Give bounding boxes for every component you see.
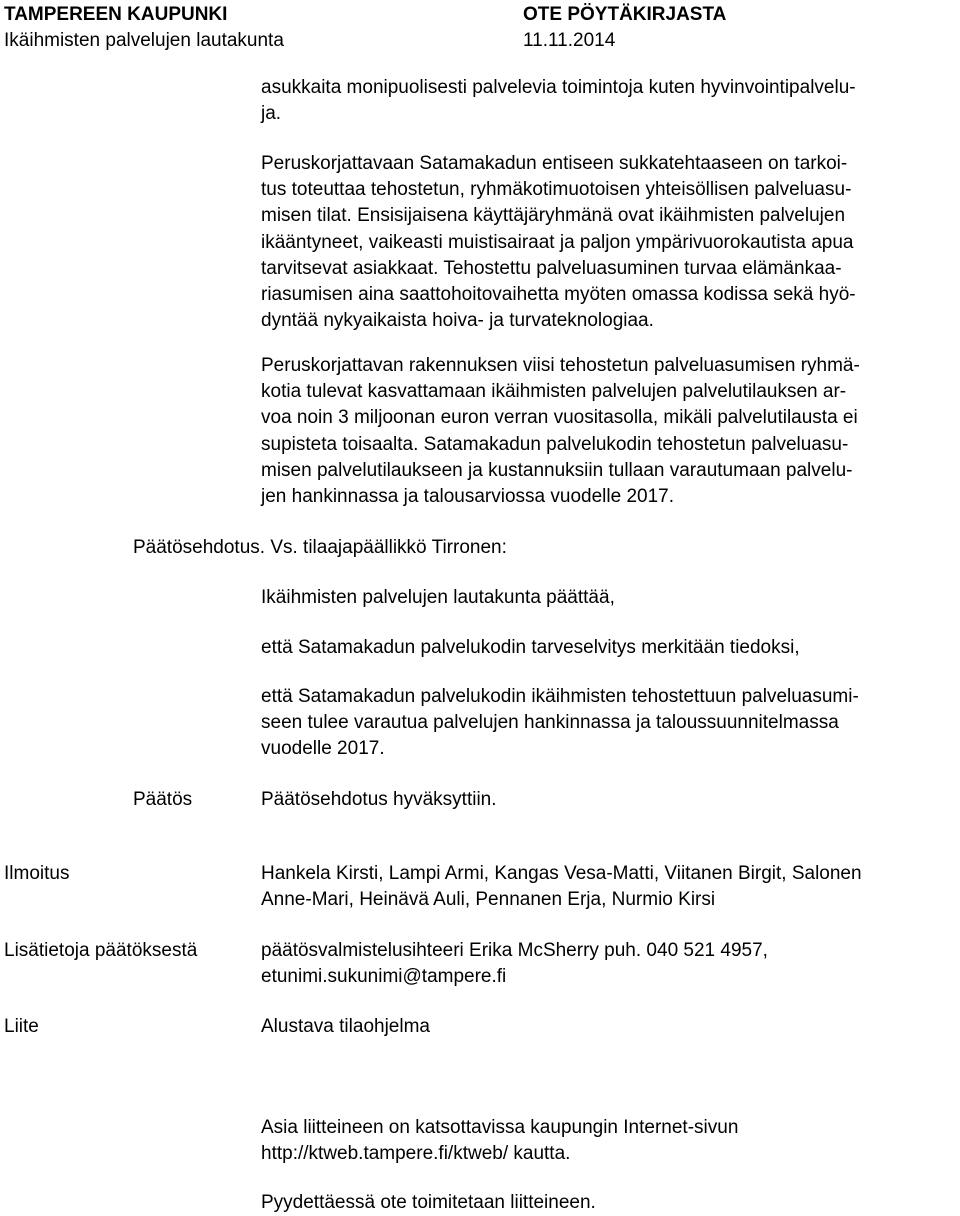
proposal-item-1: että Satamakadun palvelukodin tarveselvitys merkitään tiedoksi, bbox=[261, 637, 800, 658]
body-paragraph-2 bbox=[261, 151, 951, 334]
paragraph-line: riasumisen aina saattohoitovaihetta myöten omassa kodissa sekä hyö- bbox=[261, 284, 856, 306]
proposal-intro: Ikäihmisten palvelujen lautakunta päättää, bbox=[261, 587, 615, 608]
attachment-label: Liite bbox=[4, 1016, 39, 1037]
paragraph-line: ikääntyneet, vaikeasti muistisairaat ja paljon ympärivuorokautista apua bbox=[261, 231, 854, 253]
paragraph-line: misen tilat. Ensisijaisena käyttäjäryhmänä ovat ikäihmisten palvelujen bbox=[261, 205, 846, 227]
paragraph-line: jen hankinnassa ja talousarviossa vuodelle 2017. bbox=[261, 486, 674, 508]
paragraph-line: Peruskorjattavaan Satamakadun entiseen sukkatehtaaseen on tarkoi- bbox=[261, 153, 848, 174]
decision-label: Päätös bbox=[133, 789, 193, 810]
organization-name: TAMPEREEN KAUPUNKI bbox=[4, 4, 228, 25]
body-paragraph-1 bbox=[261, 75, 951, 127]
paragraph-line: Peruskorjattavan rakennuksen viisi tehostetun palveluasumisen ryhmä- bbox=[261, 355, 860, 376]
notice-line-2: Anne-Mari, Heinävä Auli, Pennanen Erja, Nurmio Kirsi bbox=[261, 889, 716, 910]
board-name: Ikäihmisten palvelujen lautakunta bbox=[4, 30, 284, 51]
proposal-line: että Satamakadun palvelukodin ikäihmisten tehostettuun palveluasumi- bbox=[261, 686, 859, 707]
contact-email: etunimi.sukunimi@tampere.fi bbox=[261, 966, 507, 987]
contact-line: päätösvalmistelusihteeri Erika McSherry puh. 040 521 4957, bbox=[261, 940, 768, 961]
body-paragraph-3 bbox=[261, 353, 951, 510]
footer-line-1: Asia liitteineen on katsottavissa kaupungin Internet-sivun bbox=[261, 1117, 739, 1138]
attachment-name: Alustava tilaohjelma bbox=[261, 1016, 430, 1037]
more-info-label: Lisätietoja päätöksestä bbox=[4, 940, 198, 961]
footer-link: http://ktweb.tampere.fi/ktweb/ kautta. bbox=[261, 1143, 571, 1164]
paragraph-line: ja. bbox=[261, 103, 282, 125]
proposal-item-2 bbox=[261, 684, 951, 763]
proposal-heading: Päätösehdotus. Vs. tilaajapäällikkö Tirronen: bbox=[133, 537, 507, 558]
decision-text: Päätösehdotus hyväksyttiin. bbox=[261, 789, 497, 810]
document-type: OTE PÖYTÄKIRJASTA bbox=[523, 4, 727, 25]
paragraph-line: asukkaita monipuolisesti palvelevia toimintoja kuten hyvinvointipalvelu- bbox=[261, 77, 856, 98]
notice-line-1: Hankela Kirsti, Lampi Armi, Kangas Vesa-Matti, Viitanen Birgit, Salonen bbox=[261, 863, 862, 884]
proposal-line: vuodelle 2017. bbox=[261, 738, 385, 760]
footer-closing: Pyydettäessä ote toimitetaan liitteineen. bbox=[261, 1192, 596, 1213]
paragraph-line: dyntää nykyaikaista hoiva- ja turvateknologiaa. bbox=[261, 310, 654, 332]
proposal-line: seen tulee varautua palvelujen hankinnassa ja taloussuunnitelmassa bbox=[261, 712, 839, 734]
paragraph-line: misen palvelutilaukseen ja kustannuksiin tullaan varautumaan palvelu- bbox=[261, 459, 853, 481]
paragraph-line: kotia tulevat kasvattamaan ikäihmisten palvelujen palvelutilauksen ar- bbox=[261, 381, 847, 403]
paragraph-line: supisteta toisaalta. Satamakadun palvelukodin tehostetun palveluasu- bbox=[261, 433, 849, 455]
paragraph-line: tus toteuttaa tehostetun, ryhmäkotimuotoisen yhteisöllisen palveluasu- bbox=[261, 179, 852, 201]
paragraph-line: tarvitsevat asiakkaat. Tehostettu palveluasuminen turvaa elämänkaa- bbox=[261, 257, 842, 279]
paragraph-line: voa noin 3 miljoonan euron verran vuositasolla, mikäli palvelutilausta ei bbox=[261, 407, 858, 429]
notice-label: Ilmoitus bbox=[4, 863, 70, 884]
meeting-date: 11.11.2014 bbox=[523, 30, 616, 51]
